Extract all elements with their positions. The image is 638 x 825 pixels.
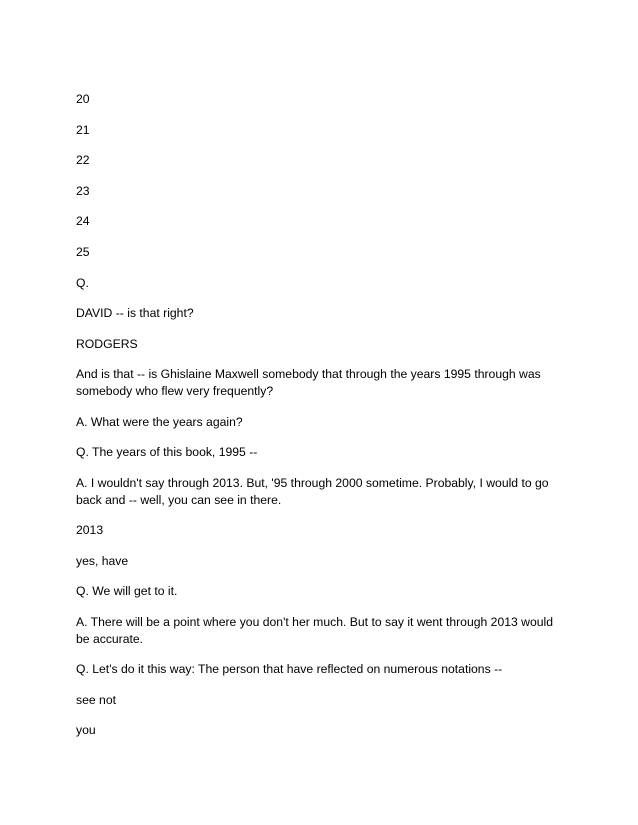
fragment-text: you bbox=[76, 723, 96, 737]
line-number-23: 23 bbox=[76, 184, 90, 198]
fragment-text: see not bbox=[76, 693, 116, 707]
answer-paragraph: A. I wouldn't say through 2013. But, '95 through 2000 sometime. Probably, I would to go back and -- well, you can see in there. bbox=[76, 476, 549, 507]
question-paragraph: And is that -- is Ghislaine Maxwell somebody that through the years 1995 through was somebody who flew very frequently? bbox=[76, 367, 541, 398]
line-number-25: 25 bbox=[76, 245, 90, 259]
question-marker: Q. bbox=[76, 276, 89, 290]
fragment-text: 2013 bbox=[76, 523, 104, 537]
speaker-line-david: DAVID -- is that right? bbox=[76, 306, 194, 320]
fragment-text: yes, have bbox=[76, 554, 129, 568]
line-number-24: 24 bbox=[76, 214, 90, 228]
answer-paragraph: A. What were the years again? bbox=[76, 415, 243, 429]
speaker-name-rodgers: RODGERS bbox=[76, 337, 138, 351]
question-paragraph: Q. The years of this book, 1995 -- bbox=[76, 445, 258, 459]
answer-paragraph: A. There will be a point where you don't her much. But to say it went through 2013 would be accurate. bbox=[76, 615, 554, 646]
question-paragraph: Q. We will get to it. bbox=[76, 584, 178, 598]
line-number-20: 20 bbox=[76, 92, 90, 106]
line-number-22: 22 bbox=[76, 153, 90, 167]
line-number-21: 21 bbox=[76, 123, 90, 137]
question-paragraph: Q. Let's do it this way: The person that have reflected on numerous notations -- bbox=[76, 662, 503, 676]
